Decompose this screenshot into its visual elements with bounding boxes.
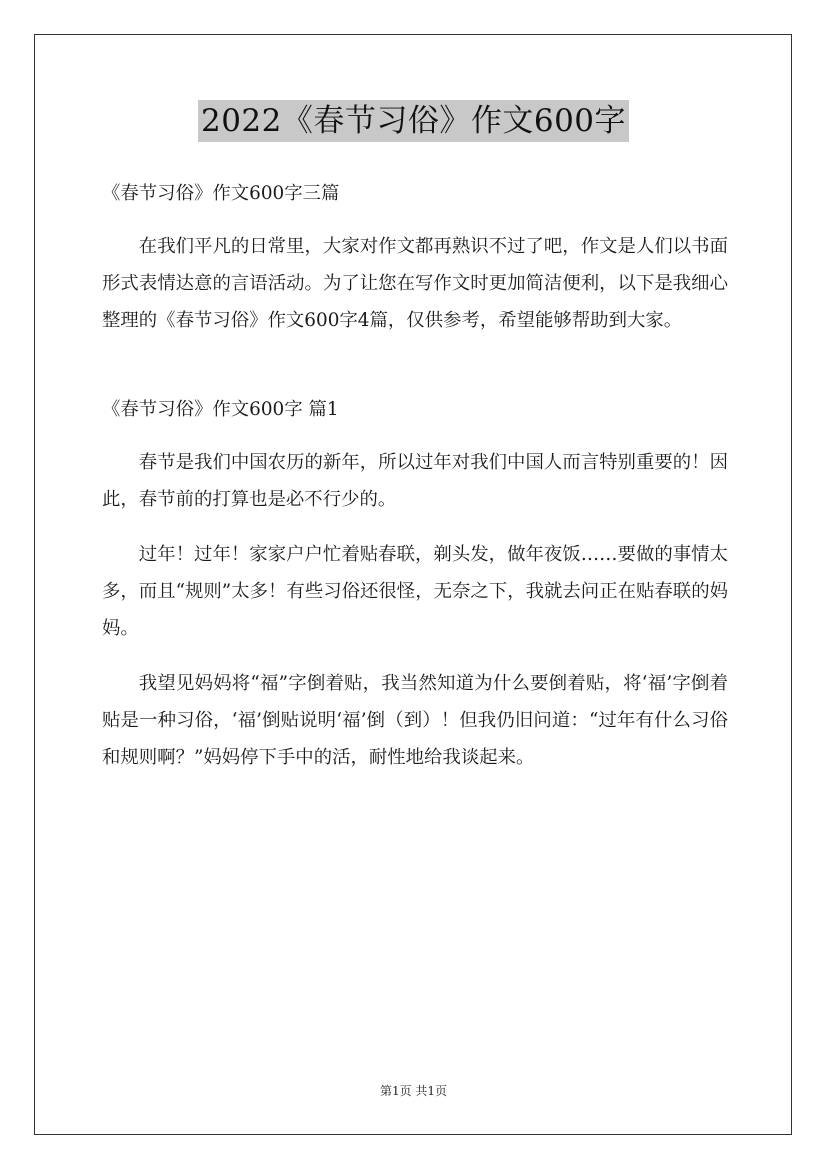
page-footer: 第1页 共1页 [379,1084,448,1098]
document-title: 2022《春节习俗》作文600字 [198,100,629,142]
body-paragraph-1: 春节是我们中国农历的新年，所以过年对我们中国人而言特别重要的！因此，春节前的打算也是必不行少的。 [102,452,728,510]
body-paragraph-2: 过年！过年！家家户户忙着贴春联，剃头发，做年夜饭……要做的事情太多，而且“规则”太多！有些习俗还很怪，无奈之下，我就去问正在贴春联的妈妈。 [102,544,728,639]
spacer [102,518,728,536]
spacer [102,647,728,665]
section-heading: 《春节习俗》作文600字 篇1 [102,399,339,420]
spacer [102,375,728,391]
spacer [102,212,728,228]
spacer [102,428,728,444]
body-paragraph-3: 我望见妈妈将“福”字倒着贴，我当然知道为什么要倒着贴，将‘福’字倒着贴是一种习俗，‘福’倒贴说明‘福’倒（到）！但我仍旧问道：“过年有什么习俗和规则啊？”妈妈停下手中的活，耐性地给我谈起来。 [102,673,728,768]
document-body [102,175,728,776]
intro-heading: 《春节习俗》作文600字三篇 [102,183,340,204]
spacer [102,339,728,375]
intro-paragraph: 在我们平凡的日常里，大家对作文都再熟识不过了吧，作文是人们以书面形式表情达意的言语活动。为了让您在写作文时更加简洁便利，以下是我细心整理的《春节习俗》作文600字4篇，仅供参考，希望能够帮助到大家。 [102,236,728,331]
title-container [0,100,827,142]
